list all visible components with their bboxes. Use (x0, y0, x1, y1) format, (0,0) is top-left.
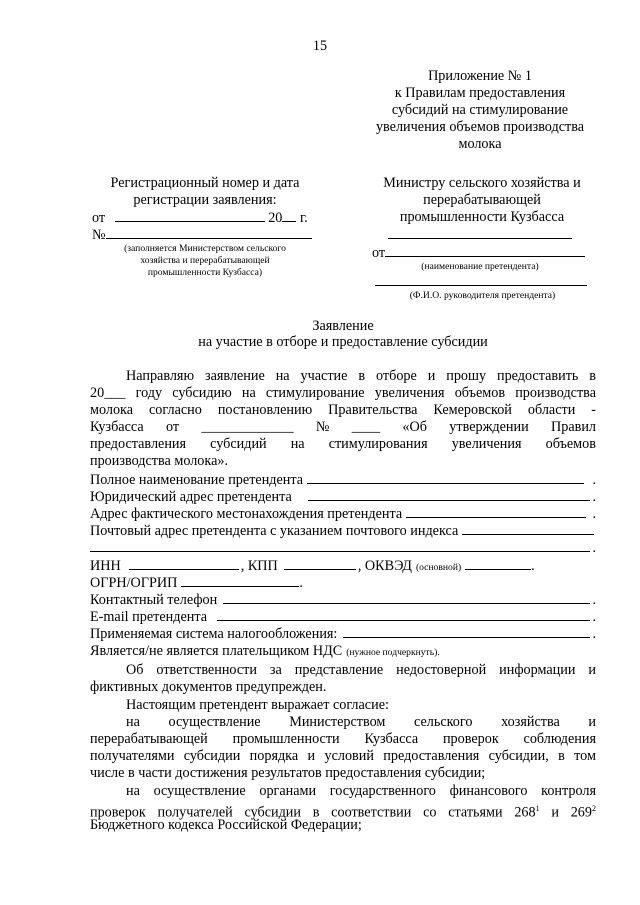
word: увеличения (451, 436, 522, 452)
word: осуществление (168, 714, 261, 730)
word: на (290, 436, 305, 452)
okved-label: , ОКВЭД (357, 558, 412, 574)
full-name-field[interactable] (307, 482, 584, 484)
phone-field[interactable] (223, 602, 590, 604)
registration-line: Регистрационный номер и дата (110, 175, 300, 191)
registration-number-row (92, 226, 322, 244)
consent-line: перерабатывающей промышленности Кузбасса проверок соблюдения (90, 731, 596, 747)
registration-date-row (92, 209, 322, 227)
footnote-mark: 1 (535, 804, 540, 813)
number-blank[interactable]: ____ (351, 419, 381, 435)
applicant-name-field-1[interactable] (388, 238, 572, 239)
from-label: от (372, 245, 386, 261)
vat-label[interactable]: Является/не является плательщиком НДС (90, 643, 343, 659)
responsibility-line: фиктивных документов предупрежден. (90, 679, 327, 695)
from-label: от (92, 210, 106, 226)
consent-line: Бюджетного кодекса Российской Федерации; (90, 817, 362, 833)
footnote-mark: 2 (592, 804, 596, 813)
note-line: промышленности Кузбасса) (147, 267, 263, 278)
vat-row (90, 643, 596, 661)
phone-row: Контактный телефон . (90, 592, 596, 608)
registration-line: регистрации заявления: (133, 192, 277, 208)
kpp-field[interactable] (284, 557, 356, 570)
consent-line: получателями субсидии порядка и условий предоставления субсидии, в том (90, 748, 596, 764)
intro-line: молока согласно постановлению Правительства Кемеровской области - (90, 402, 596, 418)
registration-date-field[interactable] (115, 209, 265, 222)
word: субсидий (210, 436, 267, 452)
word: № (315, 419, 330, 435)
page-number: 15 (312, 38, 328, 54)
word: стимулирования (328, 436, 428, 452)
word: объемов (545, 436, 596, 452)
word: предоставления (90, 436, 187, 452)
head-name-field[interactable] (375, 285, 587, 286)
kpp-label: , КПП (240, 558, 278, 574)
articles-text: проверок получателей субсидии в соответствии со статьями 268 (90, 804, 536, 821)
appendix-line: субсидий на стимулирование (391, 102, 569, 118)
consent-head: Настоящим претендент выражает согласие: (126, 697, 389, 713)
legal-address-label: Юридический адрес претендента (90, 489, 292, 505)
word: «Об (402, 419, 427, 435)
caption-head-name: (Ф.И.О. руководителя претендента) (409, 290, 556, 301)
addressee-line: Министру сельского хозяйства и (383, 175, 581, 191)
postal-address-field[interactable] (462, 533, 594, 535)
registration-year-field[interactable] (282, 209, 296, 222)
applicant-name-field-2[interactable] (385, 244, 585, 257)
okved-field[interactable] (465, 557, 531, 570)
intro-line: 20___ году субсидию на стимулирование увеличения объемов производства (90, 385, 596, 401)
appendix-line: к Правилам предоставления (394, 85, 566, 101)
actual-address-row: Адрес фактического местонахождения претендента . (90, 506, 596, 522)
legal-address-row: Юридический адрес претендента . (90, 489, 596, 505)
consent-line: на осуществление органами государственного финансового контроля (126, 783, 596, 799)
intro-line: производства молока». (90, 453, 229, 469)
year-suffix: г. (299, 210, 308, 226)
applicant-from-row (372, 244, 602, 262)
inn-label: ИНН (90, 558, 121, 574)
word: на (126, 714, 140, 730)
okved-note: (основной) (415, 562, 462, 573)
word: от (165, 419, 180, 435)
appendix-line: молока (458, 136, 502, 152)
postal-address-row-2: . (90, 540, 596, 557)
word: утверждении (449, 419, 529, 435)
addressee-line: перерабатывающей (423, 192, 541, 208)
full-name-label: Полное наименование претендента (90, 472, 304, 488)
email-row: E-mail претендента . (90, 609, 596, 625)
email-label: E-mail претендента (90, 609, 208, 625)
word: хозяйства (501, 714, 560, 730)
postal-address-field-2[interactable] (90, 550, 590, 552)
tax-system-field[interactable] (343, 636, 590, 638)
registration-note (95, 243, 315, 279)
articles-text: и 269 (539, 804, 592, 821)
note-line: (заполняется Министерством сельского (124, 243, 286, 254)
inn-row: ИНН , КПП , ОКВЭД (основной) . (90, 558, 535, 574)
document-title: Заявление (312, 318, 374, 334)
tax-system-row: Применяемая система налогообложения: . (90, 626, 596, 642)
appendix-line: увеличения объемов производства (375, 119, 585, 135)
phone-label: Контактный телефон (90, 592, 218, 608)
legal-address-field[interactable] (308, 499, 591, 501)
year-prefix: 20 (268, 210, 283, 226)
registration-block (90, 175, 320, 209)
full-name-row: Полное наименование претендента . (90, 472, 596, 488)
word: и (588, 714, 596, 730)
consent-line: числе в части достижения результатов предоставления субсидии; (90, 765, 486, 781)
word: Кузбасса (90, 419, 144, 435)
intro-line: Направляю заявление на участие в отборе и прошу предоставить в (126, 368, 596, 384)
addressee-block (362, 175, 602, 226)
postal-address-label: Почтовый адрес претендента с указанием почтового индекса (90, 523, 459, 539)
note-line: хозяйства и перерабатывающей (140, 255, 270, 266)
word: Правил (550, 419, 596, 435)
ogrn-row: ОГРН/ОГРИП . (90, 575, 303, 591)
postal-address-row (90, 523, 596, 540)
email-field[interactable] (217, 619, 590, 621)
inn-field[interactable] (129, 557, 239, 570)
ogrn-label: ОГРН/ОГРИП (90, 575, 178, 591)
actual-address-label: Адрес фактического местонахождения претендента (90, 506, 403, 522)
ogrn-field[interactable] (181, 574, 299, 587)
intro-line (90, 436, 596, 453)
responsibility-line: Об ответственности за представление недостоверной информации и (126, 662, 596, 678)
vat-note: (нужное подчеркнуть). (346, 647, 440, 658)
appendix-header (360, 68, 600, 153)
word: сельского (414, 714, 473, 730)
date-blank[interactable]: _____________ (201, 419, 294, 435)
intro-line (90, 419, 596, 436)
actual-address-field[interactable] (406, 516, 586, 518)
registration-number-field[interactable] (106, 226, 312, 239)
addressee-line: промышленности Кузбасса (399, 209, 565, 225)
tax-system-label: Применяемая система налогообложения: (90, 626, 338, 642)
number-label: № (92, 227, 106, 243)
consent-line (90, 714, 596, 731)
caption-applicant-name: (наименование претендента) (421, 261, 539, 272)
word: Министерством (289, 714, 386, 730)
appendix-line: Приложение № 1 (428, 68, 532, 84)
document-subtitle: на участие в отборе и предоставление субсидии (198, 334, 488, 350)
